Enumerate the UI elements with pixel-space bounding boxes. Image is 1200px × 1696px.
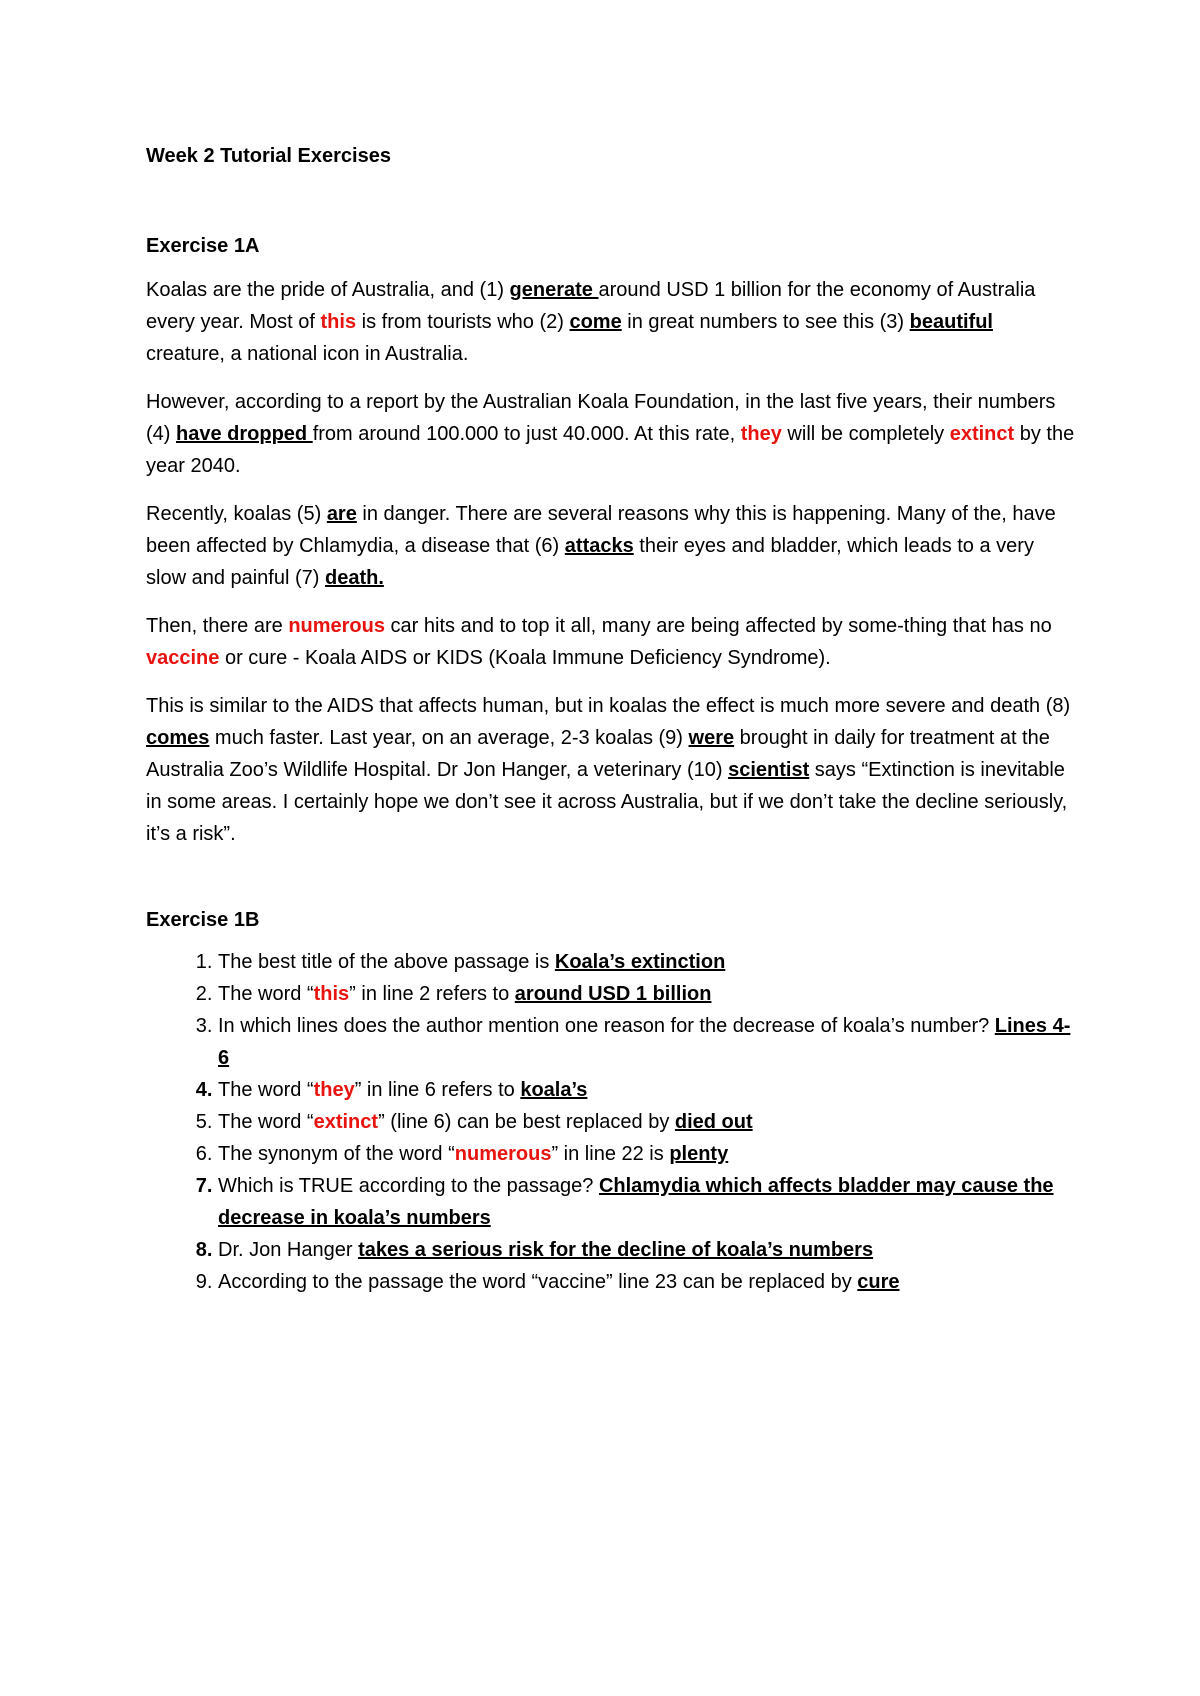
- body-text: This is similar to the AIDS that affects human, but in koalas the effect is much more severe and death (8): [146, 695, 1071, 717]
- answer-text: are: [326, 503, 357, 525]
- question-item: [218, 1010, 1076, 1074]
- body-text: ” in line 6 refers to: [354, 1079, 521, 1101]
- paragraph-1: [146, 274, 1076, 370]
- body-text: In which lines does the author mention one reason for the decrease of koala’s number?: [218, 1015, 995, 1037]
- highlighted-word: this: [313, 983, 350, 1005]
- document-page: [146, 140, 1076, 1298]
- exercise-1b-heading: Exercise 1B: [146, 909, 260, 931]
- body-text: The word “: [218, 1111, 314, 1133]
- question-item: [218, 1170, 1076, 1234]
- highlighted-word: they: [740, 423, 782, 445]
- paragraph-3: [146, 498, 1076, 594]
- exercise-1a-heading: Exercise 1A: [146, 235, 260, 257]
- body-text: However, according to a report by the Australian Koala Foundation, in the last five years, their numbers (4): [146, 391, 1056, 445]
- body-text: in great numbers to see this (3): [621, 311, 910, 333]
- body-text: Dr. Jon Hanger: [218, 1239, 359, 1261]
- highlighted-word: extinct: [313, 1111, 379, 1133]
- body-text: According to the passage the word “vaccine” line 23 can be replaced by: [218, 1271, 858, 1293]
- body-text: Koalas are the pride of Australia, and (1): [146, 279, 510, 301]
- answer-text: generate: [509, 279, 599, 301]
- answer-text: Koala’s extinction: [554, 951, 726, 973]
- body-text: The word “: [218, 983, 314, 1005]
- body-text: The word “: [218, 1079, 314, 1101]
- body-text: The synonym of the word “: [218, 1143, 455, 1165]
- question-item: [218, 1074, 1076, 1106]
- answer-text: attacks: [564, 535, 634, 557]
- body-text: Which is TRUE according to the passage?: [218, 1175, 599, 1197]
- body-text: from around 100.000 to just 40.000. At this rate,: [312, 423, 741, 445]
- answer-text: cure: [857, 1271, 900, 1293]
- highlighted-word: they: [313, 1079, 355, 1101]
- answer-text: takes a serious risk for the decline of koala’s numbers: [358, 1239, 874, 1261]
- paragraph-5: [146, 690, 1076, 850]
- highlighted-word: vaccine: [146, 647, 220, 669]
- answer-text: have dropped: [176, 423, 313, 445]
- answer-text: scientist: [728, 759, 810, 781]
- answer-text: death.: [324, 567, 384, 589]
- answer-text: come: [569, 311, 622, 333]
- paragraph-2: [146, 386, 1076, 482]
- body-text: will be completely: [781, 423, 950, 445]
- body-text: creature, a national icon in Australia.: [146, 343, 469, 365]
- body-text: car hits and to top it all, many are being affected by some-thing that has no: [385, 615, 1052, 637]
- highlighted-word: numerous: [454, 1143, 552, 1165]
- question-item: [218, 1138, 1076, 1170]
- answer-text: koala’s: [520, 1079, 588, 1101]
- answer-text: beautiful: [909, 311, 993, 333]
- body-text: brought in daily for treatment at the Australia Zoo’s Wildlife Hospital. Dr Jon Hanger, a veterinary (10): [146, 727, 1050, 781]
- answer-text: Chlamydia which affects bladder may cause the decrease in koala’s numbers: [218, 1175, 1054, 1229]
- body-text: Recently, koalas (5): [146, 503, 327, 525]
- body-text: says “Extinction is inevitable in some areas. I certainly hope we don’t see it across Australia, but if we don’t take the decline seriously, it’s a risk”.: [146, 759, 1068, 845]
- question-list: [146, 946, 1076, 1298]
- body-text: ” (line 6) can be best replaced by: [378, 1111, 675, 1133]
- body-text: ” in line 2 refers to: [349, 983, 515, 1005]
- question-item: [218, 978, 1076, 1010]
- answer-text: comes: [146, 727, 210, 749]
- paragraph-4: [146, 610, 1076, 674]
- answer-text: around USD 1 billion: [514, 983, 712, 1005]
- question-item: [218, 1106, 1076, 1138]
- page-title: Week 2 Tutorial Exercises: [146, 145, 391, 167]
- body-text: ” in line 22 is: [551, 1143, 670, 1165]
- body-text: Then, there are: [146, 615, 289, 637]
- body-text: around USD 1 billion for the economy of Australia every year. Most of: [146, 279, 1036, 333]
- question-item: [218, 946, 1076, 978]
- body-text: much faster. Last year, on an average, 2-3 koalas (9): [209, 727, 689, 749]
- answer-text: Lines 4-6: [218, 1015, 1071, 1069]
- highlighted-word: extinct: [949, 423, 1015, 445]
- body-text: their eyes and bladder, which leads to a very slow and painful (7): [146, 535, 1034, 589]
- body-text: or cure - Koala AIDS or KIDS (Koala Immune Deficiency Syndrome).: [219, 647, 831, 669]
- body-text: The best title of the above passage is: [218, 951, 555, 973]
- question-item: [218, 1234, 1076, 1266]
- answer-text: died out: [674, 1111, 753, 1133]
- question-item: [218, 1266, 1076, 1298]
- body-text: in danger. There are several reasons why this is happening. Many of the, have been affected by Chlamydia, a disease that (6): [146, 503, 1056, 557]
- highlighted-word: this: [320, 311, 357, 333]
- body-text: is from tourists who (2): [356, 311, 570, 333]
- answer-text: were: [688, 727, 735, 749]
- body-text: by the year 2040.: [146, 423, 1075, 477]
- answer-text: plenty: [669, 1143, 729, 1165]
- highlighted-word: numerous: [288, 615, 385, 637]
